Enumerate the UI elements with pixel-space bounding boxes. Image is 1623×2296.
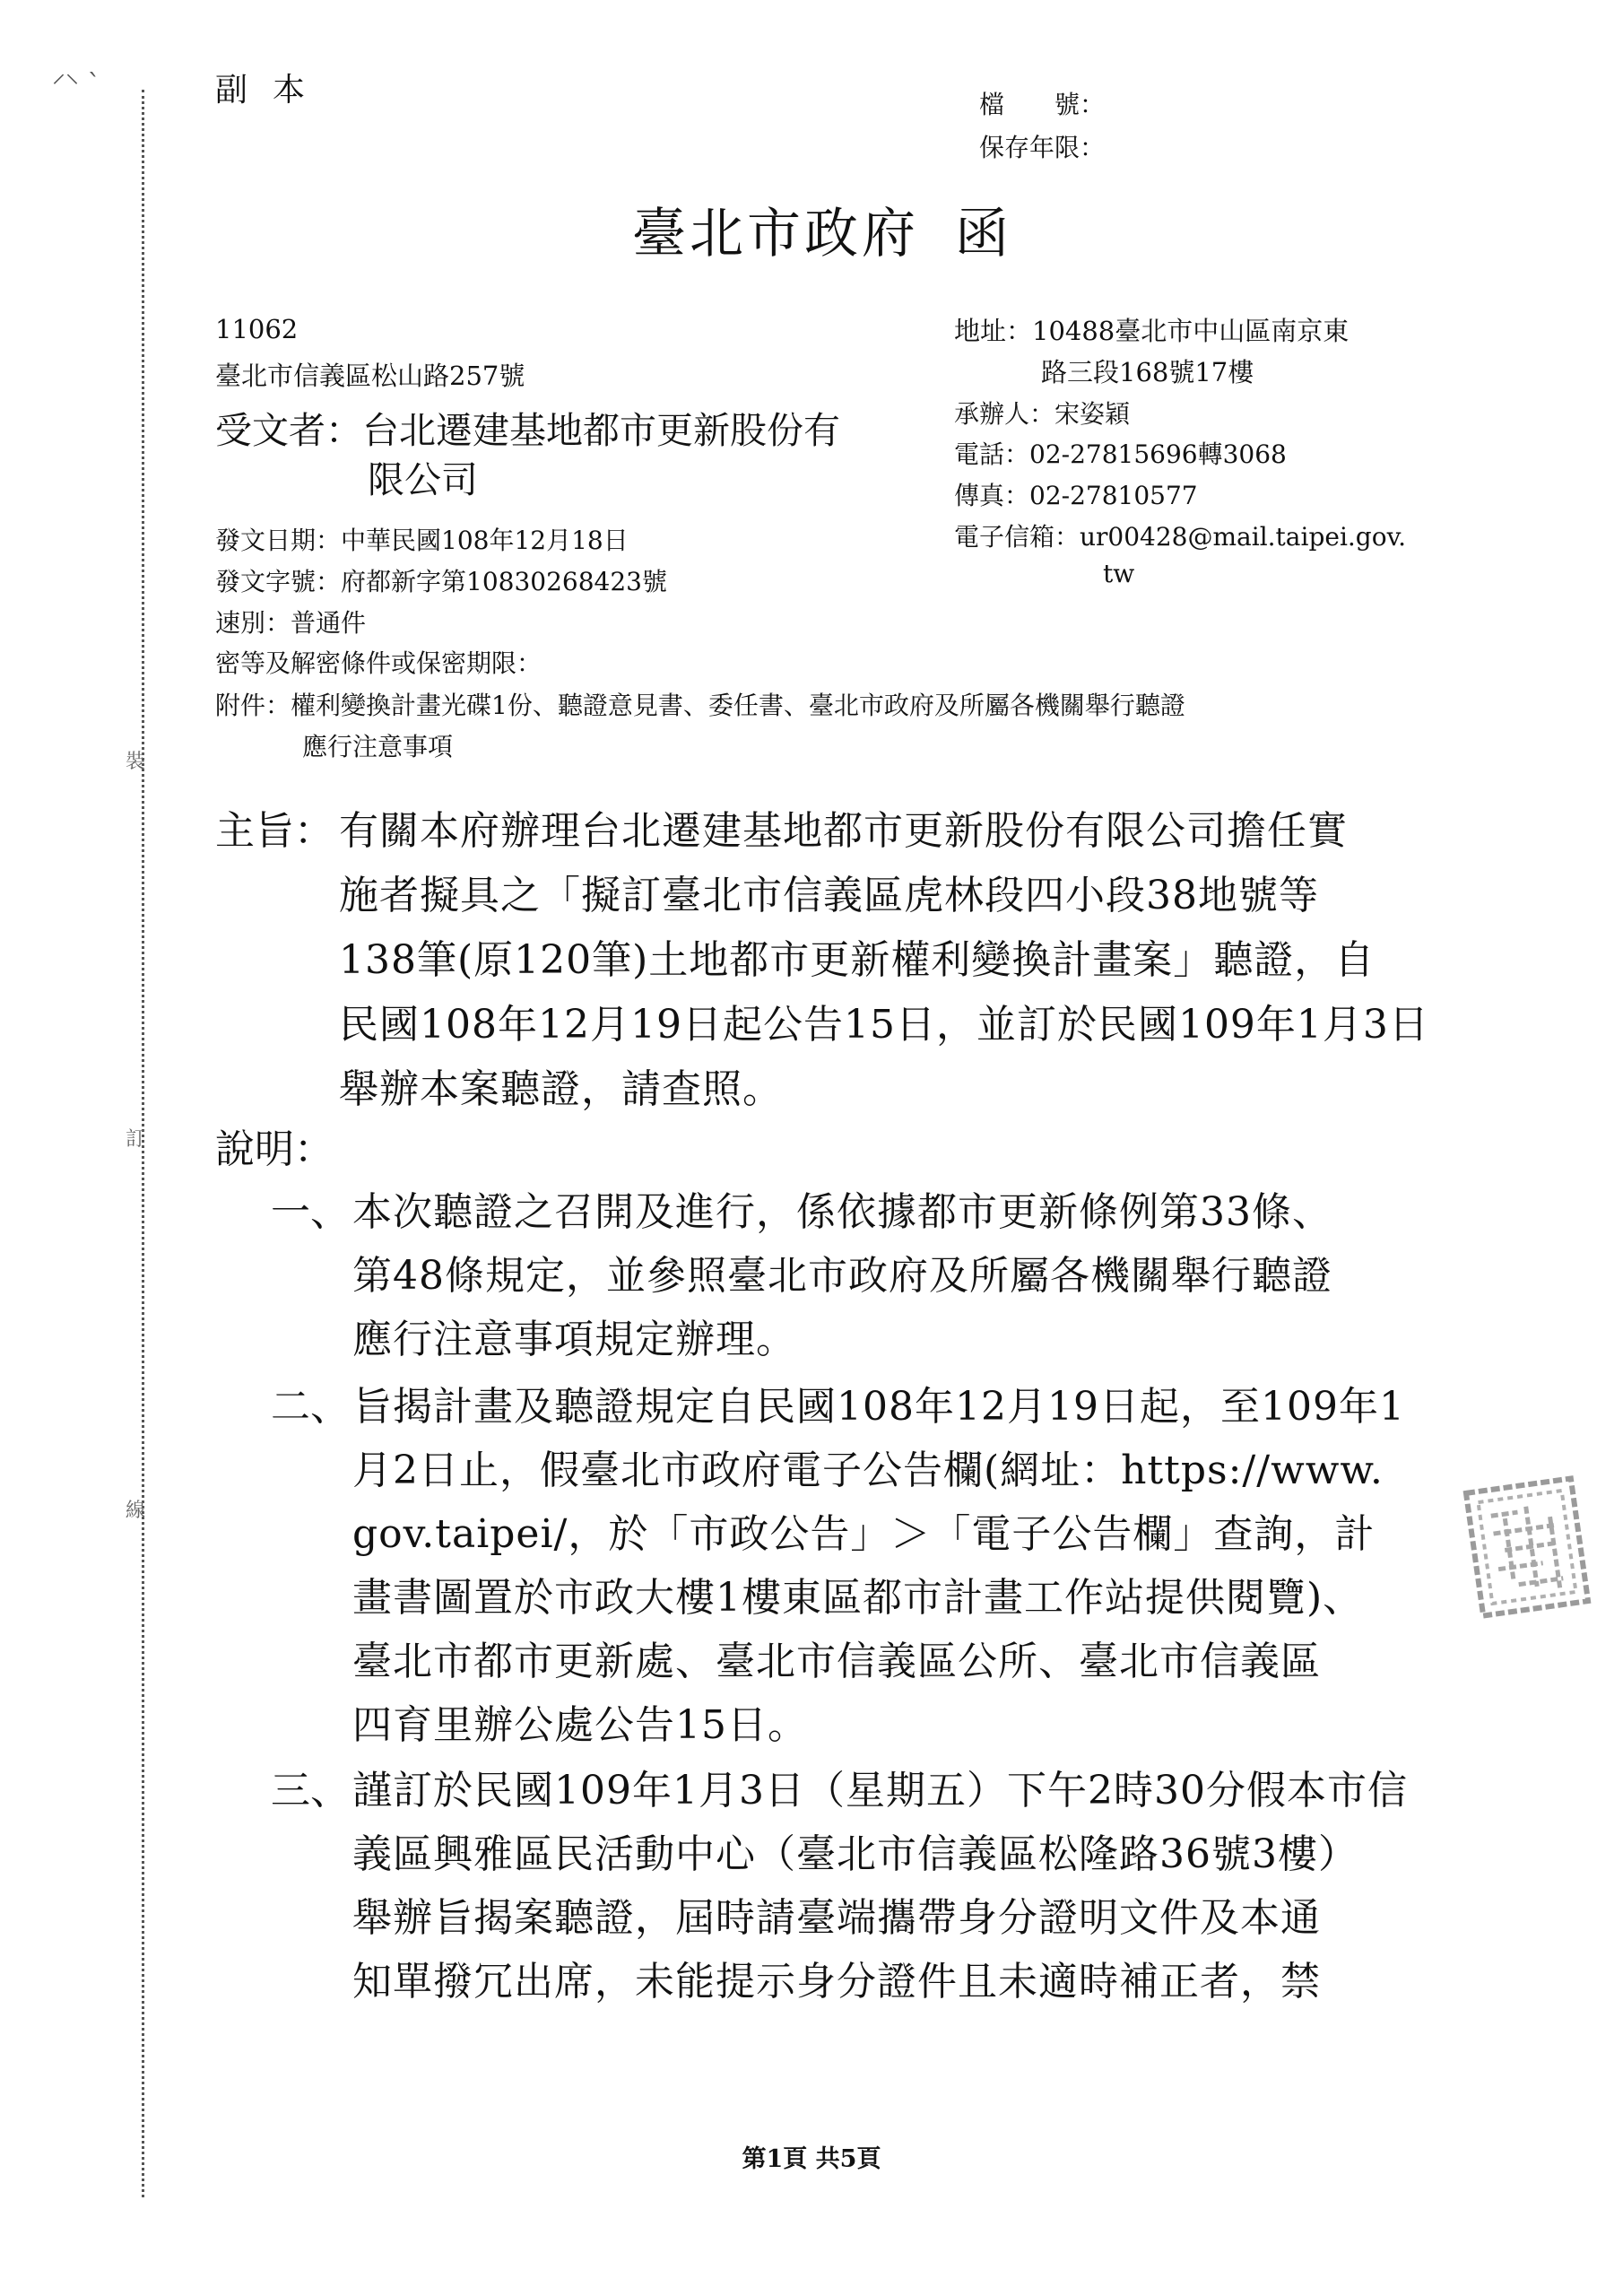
doc-attachments-1: 附件：權利變換計畫光碟1份、聽證意見書、委任書、臺北市政府及所屬各機關舉行聽證: [215, 691, 1185, 720]
explanation-item-line: 應行注意事項規定辦理。: [352, 1317, 796, 1362]
contact-address-2: 路三段168號17樓: [1041, 357, 1254, 387]
explanation-item-line: 月2日止，假臺北市政府電子公告欄(網址：https://www.: [352, 1448, 1384, 1493]
subject-line: 舉辦本案聽證，請查照。: [339, 1066, 783, 1112]
explanation-item-line: 第48條規定，並參照臺北市政府及所屬各機關舉行聽證: [352, 1253, 1332, 1299]
explanation-item-number: 二、: [271, 1384, 350, 1430]
explanation-item-line: 知單撥冗出席，未能提示身分證件且未適時補正者，禁: [352, 1959, 1321, 2005]
copy-label: 副本: [215, 72, 331, 109]
explanation-item-line: 謹訂於民國109年1月3日（星期五）下午2時30分假本市信: [352, 1768, 1408, 1813]
explanation-item-line: 四育里辦公處公告15日。: [352, 1702, 808, 1748]
contact-email-2: tw: [1103, 559, 1135, 588]
binding-mark-xian: 線: [126, 1500, 146, 1522]
explanation-item-line: 舉辦旨揭案聽證，屆時請臺端攜帶身分證明文件及本通: [352, 1895, 1321, 1941]
binding-mark-zhuang: 裝: [126, 751, 146, 773]
explanation-item-number: 三、: [271, 1768, 350, 1813]
explanation-item-line: 畫書圖置於市政大樓1樓東區都市計畫工作站提供閱覽)、: [352, 1575, 1364, 1621]
agency-title: 臺北市政府: [632, 203, 919, 265]
subject-line: 民國108年12月19日起公告15日，並訂於民國109年1月3日: [339, 1002, 1429, 1048]
doc-security: 密等及解密條件或保密期限：: [215, 648, 542, 678]
sender-address: 臺北市信義區松山路257號: [215, 361, 525, 391]
doc-date: 發文日期：中華民國108年12月18日: [215, 526, 629, 555]
contact-address-1: 地址：10488臺北市中山區南京東: [954, 316, 1350, 346]
recipient-line-2: 限公司: [368, 458, 478, 501]
sender-postal-code: 11062: [215, 314, 299, 344]
recipient-line-1: 受文者：台北遷建基地都市更新股份有: [215, 409, 840, 452]
doc-number: 發文字號：府都新字第10830268423號: [215, 567, 667, 596]
explanation-item-line: gov.taipei/，於「市政公告」＞「電子公告欄」查詢，計: [352, 1511, 1376, 1557]
file-number-label: 檔 號：: [979, 90, 1106, 119]
explanation-item-number: 一、: [271, 1189, 350, 1235]
contact-fax: 傳真：02-27810577: [954, 481, 1198, 510]
doc-urgency: 速別：普通件: [215, 608, 367, 638]
subject-line: 有關本府辦理台北遷建基地都市更新股份有限公司擔任實: [339, 808, 1348, 854]
contact-email-1: 電子信箱：ur00428@mail.taipei.gov.: [954, 522, 1406, 552]
explanation-item-line: 本次聽證之召開及進行，係依據都市更新條例第33條、: [352, 1189, 1332, 1235]
binding-mark-ding: 訂: [126, 1128, 146, 1151]
doc-type-title: 函: [955, 203, 1009, 265]
subject-label: 主旨：: [215, 808, 334, 854]
scan-corner-mark: ⸍⸌ ˋ: [52, 69, 101, 100]
contact-phone: 電話：02-27815696轉3068: [954, 439, 1287, 469]
subject-line: 施者擬具之「擬訂臺北市信義區虎林段四小段38地號等: [339, 873, 1319, 918]
official-seal-stamp: [1460, 1473, 1594, 1622]
contact-handler: 承辦人：宋姿穎: [954, 399, 1131, 429]
explanation-label: 說明：: [215, 1126, 334, 1172]
subject-line: 138筆(原120筆)土地都市更新權利變換計畫案」聽證，自: [339, 937, 1376, 983]
page-number: 第1頁 共5頁: [742, 2145, 881, 2173]
explanation-item-line: 臺北市都市更新處、臺北市信義區公所、臺北市信義區: [352, 1639, 1321, 1684]
explanation-item-line: 義區興雅區民活動中心（臺北市信義區松隆路36號3樓）: [352, 1831, 1358, 1877]
retention-label: 保存年限：: [979, 133, 1106, 162]
explanation-item-line: 旨揭計畫及聽證規定自民國108年12月19日起，至109年1: [352, 1384, 1405, 1430]
doc-attachments-2: 應行注意事項: [302, 732, 454, 761]
